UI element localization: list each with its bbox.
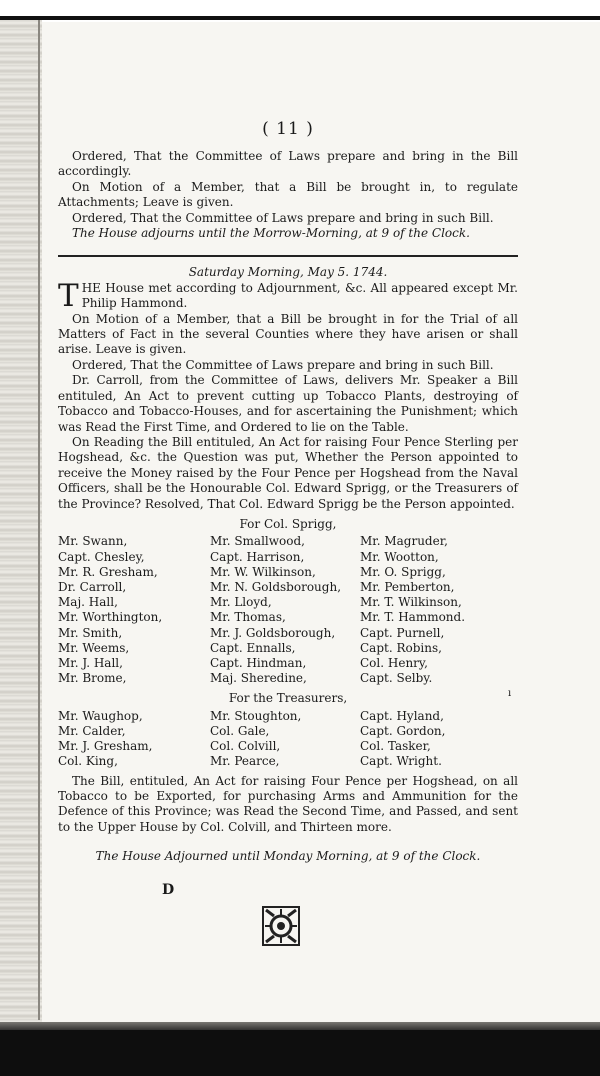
for-sprigg-list <box>58 534 518 686</box>
stray-mark: ı <box>508 688 512 699</box>
roster-member: Mr. Brome, <box>58 671 127 686</box>
roster-member: Mr. Weems, <box>58 640 130 655</box>
roster-member: Capt. Chesley, <box>58 549 145 564</box>
session-two-motion: On Motion of a Member, that a Bill be brought in for the Trial of all Matters of Fact in the several Counties where they have arisen or shall arise. Leave is given. <box>58 311 518 357</box>
roster-member: Mr. T. Hammond. <box>360 610 466 625</box>
signature-mark: D <box>162 881 175 898</box>
session-two-arms-bill: The Bill, entituled, An Act for raising Four Pence per Hogshead, on all Tobacco to be Exported, for purchasing Arms and Ammunition for the Defence of this Province; was Read the Second Time, and Passed, and sent to the Upper House by Col. Colvill, and Thirteen more. <box>58 773 518 834</box>
roster-member: Mr. R. Gresham, <box>58 564 158 579</box>
roster-member: Maj. Hall, <box>58 595 118 610</box>
roster-member: Mr. J. Gresham, <box>58 739 153 754</box>
roster-member: Col. Colvill, <box>210 739 281 754</box>
roster-member: Mr. N. Goldsborough, <box>210 579 342 594</box>
session-two-opening-text: HE House met according to Adjournment, &c. All appeared except Mr. Philip Hammond. <box>81 280 518 311</box>
roster-member: Capt. Harrison, <box>210 549 305 564</box>
roster-member: Mr. Magruder, <box>360 534 448 549</box>
roster-member: Maj. Sheredine, <box>210 671 307 686</box>
roster-member: Mr. J. Goldsborough, <box>210 625 336 640</box>
roster-member: Col. King, <box>58 754 118 769</box>
roster-member: Capt. Hyland, <box>360 708 444 723</box>
roster-member: Mr. Thomas, <box>210 610 286 625</box>
roster-member: Mr. Pemberton, <box>360 579 455 594</box>
document-page <box>58 115 518 898</box>
for-treasurers-list <box>58 709 518 770</box>
session-one-order-2: Ordered, That the Committee of Laws prepare and bring in such Bill. <box>72 210 494 225</box>
roster-member: Mr. O. Sprigg, <box>360 564 446 579</box>
scan-bottom-edge <box>0 1030 600 1076</box>
printers-ornament <box>262 906 300 946</box>
roster-member: Capt. Selby. <box>360 671 433 686</box>
session-two-tobacco-bill: Dr. Carroll, from the Committee of Laws, delivers Mr. Speaker a Bill entituled, An Act to prevent cutting up Tobacco Plants, destroying of Tobacco and Tobacco-Houses, and for ascertaining the Punishment; which was Read the First Time, and Ordered to lie on the Table. <box>58 373 518 434</box>
scan-binding-edge <box>0 20 42 1076</box>
roster-member: Mr. Lloyd, <box>210 595 272 610</box>
roster-member: Mr. Stoughton, <box>210 708 302 723</box>
session-one-adjournment: The House adjourns until the Morrow-Morning, at 9 of the Clock. <box>72 226 470 241</box>
session-two-four-pence-question: On Reading the Bill entituled, An Act for raising Four Pence Sterling per Hogshead, &c. the Question was put, Whether the Person appointed to receive the Money raised by the Four Pence per Hogshead from the Naval Officers, shall be the Honourable Col. Edward Sprigg, or the Treasurers of the Province? Resolved, That Col. Edward Sprigg be the Person appointed. <box>58 434 518 511</box>
session-one-motion: On Motion of a Member, that a Bill be brought in, to regulate Attachments; Leave is given. <box>58 179 518 210</box>
roster-member: Col. Henry, <box>360 655 428 670</box>
roster-member: Capt. Robins, <box>360 640 442 655</box>
for-sprigg-heading: For Col. Sprigg, <box>239 516 337 531</box>
roster-member: Col. Tasker, <box>360 739 431 754</box>
drop-cap: T <box>58 277 79 314</box>
roster-member: Capt. Wright. <box>360 754 442 769</box>
scan-binding-line <box>38 20 40 1020</box>
section-divider <box>58 255 518 257</box>
roster-member: Mr. Swann, <box>58 534 128 549</box>
roster-member: Capt. Ennalls, <box>210 640 296 655</box>
roster-member: Col. Gale, <box>210 723 270 738</box>
roster-member: Mr. W. Wilkinson, <box>210 564 316 579</box>
roster-member: Capt. Gordon, <box>360 723 446 738</box>
roster-member: Mr. Smallwood, <box>210 534 305 549</box>
session-two-date: Saturday Morning, May 5. 1744. <box>188 265 388 280</box>
session-two-order: Ordered, That the Committee of Laws prepare and bring in such Bill. <box>72 357 494 372</box>
for-treasurers-heading: For the Treasurers, <box>228 691 348 706</box>
session-one-order-1: Ordered, That the Committee of Laws prepare and bring in the Bill accordingly. <box>58 149 518 179</box>
session-two-adjournment: The House Adjourned until Monday Morning, at 9 of the Clock. <box>95 849 481 864</box>
roster-member: Mr. Waughop, <box>58 708 143 723</box>
roster-member: Mr. Pearce, <box>210 754 280 769</box>
roster-member: Capt. Purnell, <box>360 625 445 640</box>
roster-member: Mr. Wootton, <box>360 549 439 564</box>
roster-member: Dr. Carroll, <box>58 579 127 594</box>
scan-top-rule <box>0 16 600 20</box>
roster-member: Mr. J. Hall, <box>58 655 123 670</box>
session-two-opening <box>58 277 518 314</box>
page-number: ( 11 ) <box>262 119 314 139</box>
roster-member: Mr. Smith, <box>58 625 123 640</box>
roster-member: Mr. T. Wilkinson, <box>360 595 462 610</box>
roster-member: Capt. Hindman, <box>210 655 307 670</box>
roster-member: Mr. Worthington, <box>58 610 163 625</box>
roster-member: Mr. Calder, <box>58 723 126 738</box>
